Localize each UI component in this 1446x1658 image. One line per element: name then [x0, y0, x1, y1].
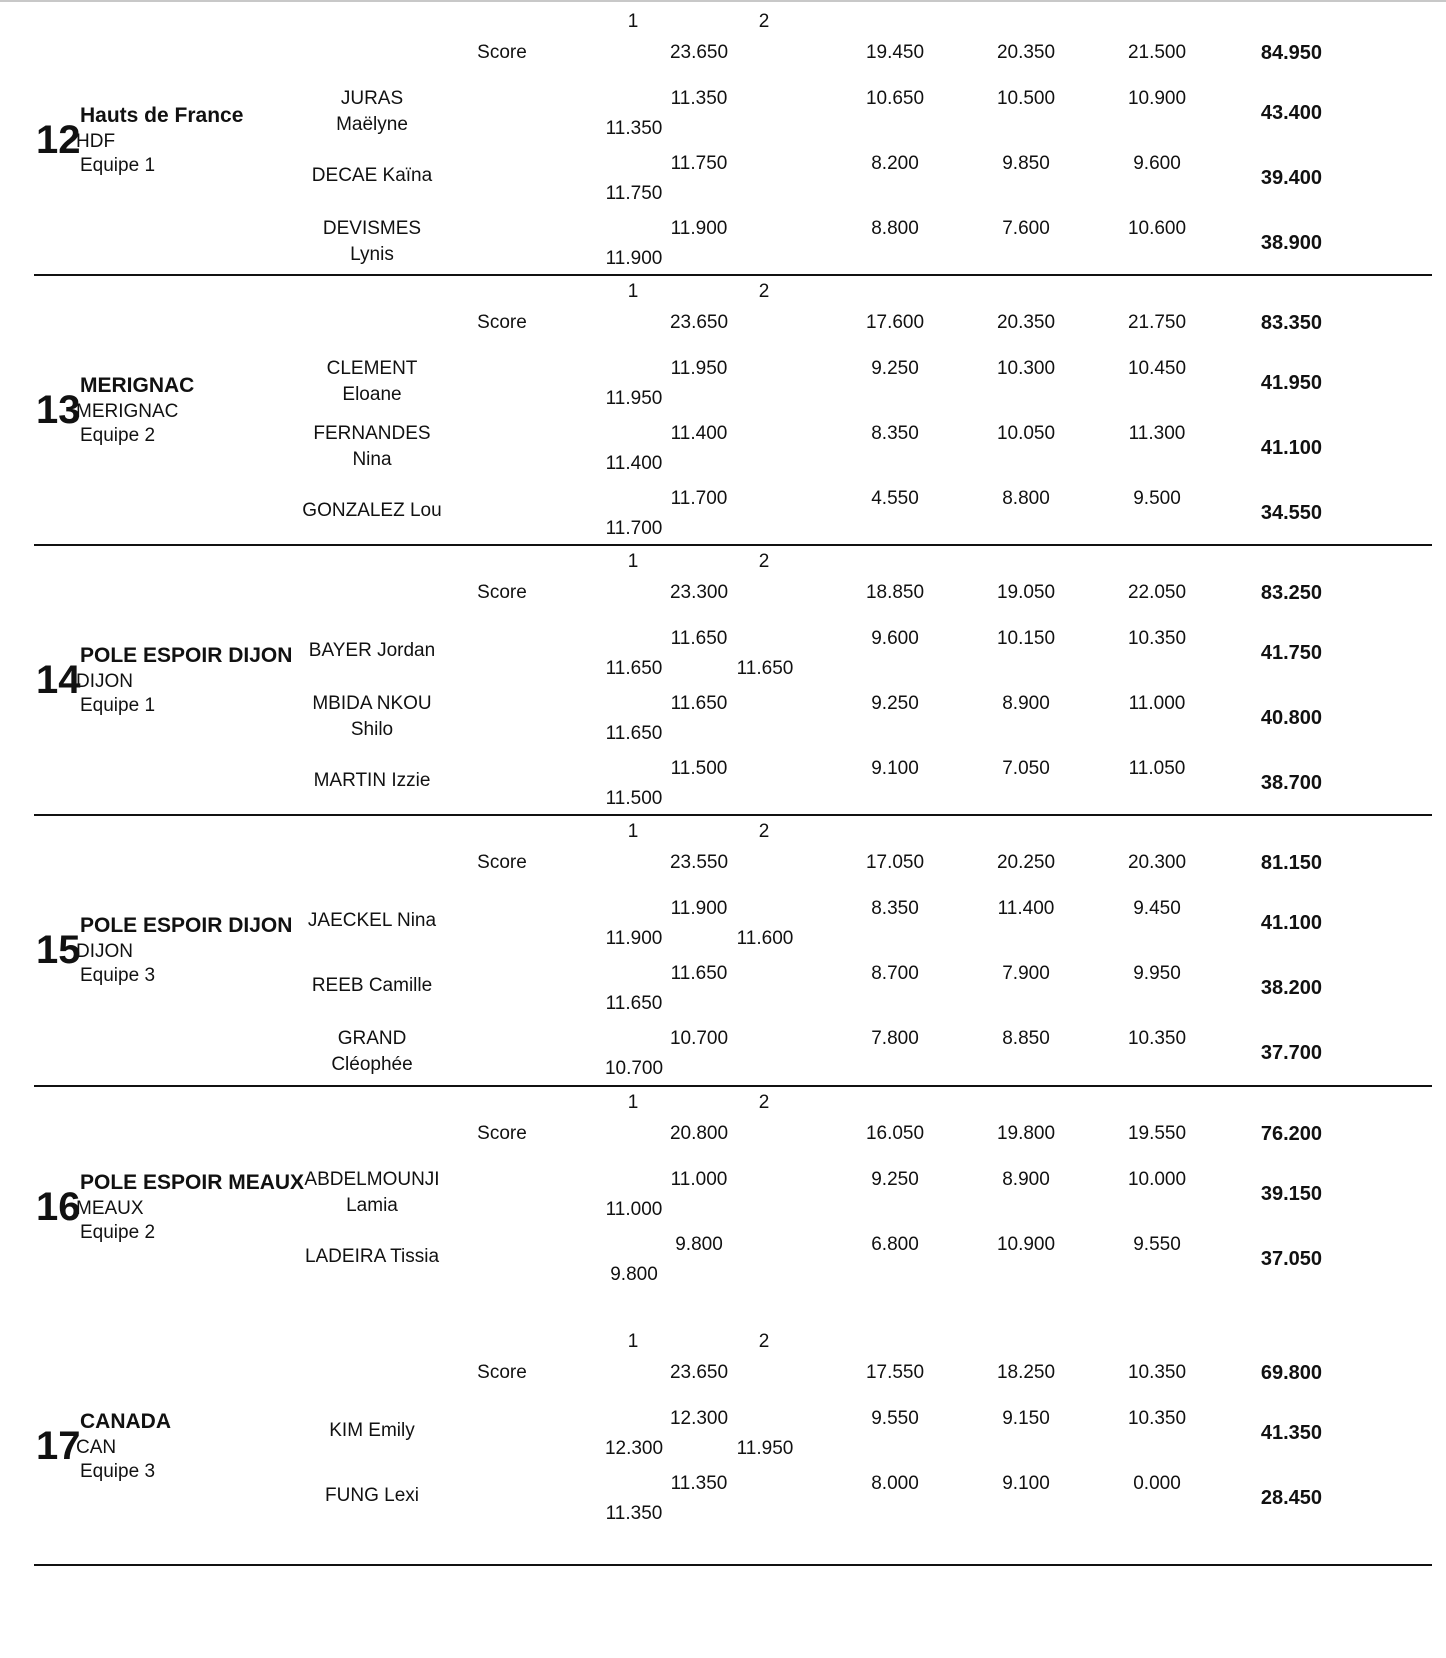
team-name: CANADA	[80, 1410, 171, 1433]
team-e4-score: 10.350	[1127, 1362, 1187, 1383]
gymnast-vault-score: 11.750	[670, 153, 728, 174]
gymnast-e4-score: 10.450	[1127, 358, 1187, 379]
gymnast-name-line: GONZALEZ Lou	[302, 500, 442, 521]
gymnast-e4-score: 10.000	[1127, 1169, 1187, 1190]
gymnast-name-line: MARTIN Izzie	[313, 770, 431, 791]
team-e4-score: 21.500	[1127, 42, 1187, 63]
gymnast-e4-score: 10.900	[1127, 88, 1187, 109]
team-equipe: Equipe 1	[80, 695, 156, 716]
gymnast-name	[331, 1026, 412, 1078]
team-e3-score: 20.350	[996, 42, 1056, 63]
gymnast-vault-score: 11.400	[670, 423, 728, 444]
team-equipe: Equipe 3	[80, 1461, 156, 1482]
team-rank: 16	[36, 1185, 81, 1229]
team-name: POLE ESPOIR DIJON	[80, 914, 293, 937]
gymnast-e3-score: 10.900	[996, 1234, 1056, 1255]
gymnast-e4-score: 0.000	[1133, 1473, 1181, 1494]
gymnast-e3-score: 7.600	[1002, 218, 1050, 239]
team-vault-score: 23.650	[669, 312, 729, 333]
gymnast-name-line: JAECKEL Nina	[307, 910, 437, 931]
gymnast-e2-score: 8.700	[871, 963, 919, 984]
team-equipe: Equipe 2	[80, 425, 156, 446]
gymnast-vault-score: 11.700	[670, 488, 728, 509]
gymnast-vault-score: 11.900	[670, 898, 728, 919]
gymnast-name-line: GRAND	[337, 1028, 407, 1049]
gymnast-name	[325, 1483, 419, 1509]
gymnast-e4-score: 10.600	[1127, 218, 1187, 239]
score-label: Score	[477, 1362, 527, 1383]
team-rank: 14	[36, 658, 81, 702]
team-equipe: Equipe 2	[80, 1222, 156, 1243]
vault-header-2: 2	[758, 821, 770, 842]
team-name: MERIGNAC	[80, 374, 195, 397]
vault-1-score: 11.350	[605, 1503, 663, 1524]
team-e3-score: 19.800	[996, 1123, 1056, 1144]
team-rank: 17	[36, 1424, 81, 1468]
score-label: Score	[477, 312, 527, 333]
gymnast-vault-score: 11.650	[670, 628, 728, 649]
gymnast-e2-score: 9.550	[871, 1408, 919, 1429]
gymnast-name-line: CLEMENT	[326, 358, 418, 379]
gymnast-total-score: 39.400	[1260, 167, 1322, 189]
vault-1-score: 11.700	[605, 518, 663, 539]
team-e2-score: 17.600	[865, 312, 925, 333]
gymnast-name	[312, 163, 432, 189]
gymnast-e4-score: 11.050	[1128, 758, 1186, 779]
team-rank: 12	[36, 118, 81, 162]
team-code: DIJON	[76, 941, 133, 962]
vault-2-score: 11.650	[736, 658, 794, 679]
gymnast-name	[313, 421, 430, 473]
vault-header-1: 1	[627, 11, 639, 32]
gymnast-e3-score: 10.150	[996, 628, 1056, 649]
gymnast-name	[305, 1244, 439, 1270]
gymnast-name	[327, 356, 418, 408]
gymnast-vault-score: 11.350	[670, 88, 728, 109]
gymnast-vault-score: 11.350	[670, 1473, 728, 1494]
team-name: POLE ESPOIR MEAUX	[80, 1171, 305, 1194]
team-vault-score: 20.800	[669, 1123, 729, 1144]
team-e3-score: 18.250	[996, 1362, 1056, 1383]
gymnast-name-line: JURAS	[340, 88, 404, 109]
gymnast-total-score: 41.350	[1260, 1422, 1322, 1444]
gymnast-e4-score: 9.950	[1133, 963, 1181, 984]
team-vault-score: 23.550	[669, 852, 729, 873]
gymnast-name-line: Eloane	[342, 384, 402, 405]
vault-1-score: 11.000	[605, 1199, 663, 1220]
team-total-score: 81.150	[1260, 852, 1322, 874]
gymnast-e4-score: 10.350	[1127, 1028, 1187, 1049]
gymnast-e3-score: 11.400	[997, 898, 1055, 919]
gymnast-name-line: ABDELMOUNJI	[304, 1169, 440, 1190]
team-code: MEAUX	[76, 1198, 144, 1219]
score-label: Score	[477, 582, 527, 603]
gymnast-name-line: LADEIRA Tissia	[304, 1246, 440, 1267]
gymnast-name-line: DEVISMES	[322, 218, 422, 239]
vault-header-2: 2	[758, 281, 770, 302]
gymnast-vault-score: 11.650	[670, 963, 728, 984]
gymnast-name-line: REEB Camille	[311, 975, 433, 996]
gymnast-name-line: KIM Emily	[329, 1420, 415, 1441]
gymnast-name-line: FERNANDES	[313, 423, 431, 444]
vault-1-score: 11.750	[605, 183, 663, 204]
gymnast-name	[302, 498, 441, 524]
gymnast-name	[312, 691, 431, 743]
gymnast-name	[308, 908, 436, 934]
gymnast-name	[309, 638, 435, 664]
gymnast-e3-score: 8.850	[1002, 1028, 1050, 1049]
score-label: Score	[477, 1123, 527, 1144]
gymnast-name-line: Cléophée	[331, 1054, 413, 1075]
gymnast-e3-score: 10.500	[996, 88, 1056, 109]
gymnast-e4-score: 10.350	[1127, 1408, 1187, 1429]
gymnast-e3-score: 8.900	[1002, 1169, 1050, 1190]
gymnast-vault-score: 11.950	[670, 358, 728, 379]
gymnast-total-score: 41.750	[1260, 642, 1322, 664]
gymnast-total-score: 28.450	[1260, 1487, 1322, 1509]
team-equipe: Equipe 1	[80, 155, 156, 176]
vault-1-score: 11.350	[605, 118, 663, 139]
gymnast-name-line: Maëlyne	[336, 114, 408, 135]
gymnast-name-line: Shilo	[350, 719, 394, 740]
team-equipe: Equipe 3	[80, 965, 156, 986]
gymnast-name	[323, 216, 421, 268]
gymnast-e4-score: 9.500	[1133, 488, 1181, 509]
team-name: POLE ESPOIR DIJON	[80, 644, 293, 667]
gymnast-e3-score: 7.900	[1002, 963, 1050, 984]
gymnast-name	[312, 973, 432, 999]
team-rank: 15	[36, 928, 81, 972]
gymnast-name	[329, 1418, 415, 1444]
vault-1-score: 11.500	[605, 788, 663, 809]
score-label: Score	[477, 852, 527, 873]
team-code: CAN	[76, 1437, 117, 1458]
team-vault-score: 23.300	[669, 582, 729, 603]
gymnast-vault-score: 10.700	[669, 1028, 729, 1049]
gymnast-total-score: 37.050	[1260, 1248, 1322, 1270]
gymnast-e4-score: 10.350	[1127, 628, 1187, 649]
gymnast-e3-score: 8.900	[1002, 693, 1050, 714]
gymnast-vault-score: 11.000	[670, 1169, 728, 1190]
team-e2-score: 19.450	[865, 42, 925, 63]
gymnast-e3-score: 10.050	[996, 423, 1056, 444]
team-e2-score: 18.850	[865, 582, 925, 603]
team-total-score: 83.250	[1260, 582, 1322, 604]
vault-1-score: 11.900	[605, 928, 663, 949]
team-vault-score: 23.650	[669, 1362, 729, 1383]
gymnast-e2-score: 8.350	[871, 423, 919, 444]
gymnast-e2-score: 8.350	[871, 898, 919, 919]
team-vault-score: 23.650	[669, 42, 729, 63]
gymnast-name-line: DECAE Kaïna	[311, 165, 433, 186]
gymnast-e2-score: 10.650	[865, 88, 925, 109]
vault-header-1: 1	[627, 551, 639, 572]
team-separator	[34, 274, 1432, 276]
gymnast-vault-score: 9.800	[675, 1234, 723, 1255]
gymnast-name	[336, 86, 408, 138]
team-e3-score: 19.050	[996, 582, 1056, 603]
gymnast-name-line: Nina	[352, 449, 392, 470]
team-e4-score: 21.750	[1127, 312, 1187, 333]
top-rule	[0, 0, 1446, 2]
team-total-score: 84.950	[1260, 42, 1322, 64]
team-e3-score: 20.350	[996, 312, 1056, 333]
team-e2-score: 16.050	[865, 1123, 925, 1144]
team-total-score: 76.200	[1260, 1123, 1322, 1145]
vault-1-score: 11.650	[605, 993, 663, 1014]
gymnast-total-score: 43.400	[1260, 102, 1322, 124]
gymnast-e2-score: 9.100	[871, 758, 919, 779]
score-label: Score	[477, 42, 527, 63]
vault-header-2: 2	[758, 551, 770, 572]
vault-1-score: 11.650	[605, 723, 663, 744]
gymnast-e4-score: 9.550	[1133, 1234, 1181, 1255]
gymnast-vault-score: 12.300	[669, 1408, 729, 1429]
team-e4-score: 22.050	[1127, 582, 1187, 603]
team-separator	[34, 544, 1432, 546]
gymnast-vault-score: 11.900	[670, 218, 728, 239]
vault-2-score: 11.600	[736, 928, 794, 949]
gymnast-e2-score: 9.600	[871, 628, 919, 649]
vault-1-score: 10.700	[604, 1058, 664, 1079]
team-total-score: 83.350	[1260, 312, 1322, 334]
gymnast-total-score: 39.150	[1260, 1183, 1322, 1205]
team-e2-score: 17.550	[865, 1362, 925, 1383]
gymnast-e2-score: 6.800	[871, 1234, 919, 1255]
vault-1-score: 11.650	[605, 658, 663, 679]
gymnast-e2-score: 7.800	[871, 1028, 919, 1049]
gymnast-e2-score: 9.250	[871, 693, 919, 714]
team-separator	[34, 1085, 1432, 1087]
gymnast-name-line: BAYER Jordan	[308, 640, 436, 661]
gymnast-name-line: MBIDA NKOU	[312, 693, 432, 714]
gymnast-e3-score: 10.300	[996, 358, 1056, 379]
gymnast-e2-score: 8.800	[871, 218, 919, 239]
gymnast-total-score: 38.900	[1260, 232, 1322, 254]
vault-1-score: 9.800	[610, 1264, 658, 1285]
team-separator	[34, 1564, 1432, 1566]
team-separator	[34, 814, 1432, 816]
gymnast-name	[314, 768, 431, 794]
gymnast-name-line: Lamia	[346, 1195, 398, 1216]
gymnast-vault-score: 11.650	[670, 693, 728, 714]
gymnast-e3-score: 9.150	[1002, 1408, 1050, 1429]
gymnast-e4-score: 11.300	[1128, 423, 1186, 444]
gymnast-e4-score: 9.450	[1133, 898, 1181, 919]
vault-header-2: 2	[758, 1092, 770, 1113]
gymnast-e3-score: 7.050	[1002, 758, 1050, 779]
team-rank: 13	[36, 388, 81, 432]
vault-header-1: 1	[627, 821, 639, 842]
vault-2-score: 11.950	[736, 1438, 794, 1459]
gymnast-name-line: Lynis	[350, 244, 394, 265]
gymnast-total-score: 37.700	[1260, 1042, 1322, 1064]
gymnast-total-score: 40.800	[1260, 707, 1322, 729]
vault-1-score: 11.900	[605, 248, 663, 269]
gymnast-e2-score: 9.250	[871, 1169, 919, 1190]
vault-header-1: 1	[627, 281, 639, 302]
vault-1-score: 11.400	[605, 453, 663, 474]
gymnast-vault-score: 11.500	[670, 758, 728, 779]
team-total-score: 69.800	[1260, 1362, 1322, 1384]
gymnast-e2-score: 8.200	[871, 153, 919, 174]
team-e4-score: 20.300	[1127, 852, 1187, 873]
vault-header-2: 2	[758, 11, 770, 32]
gymnast-total-score: 41.100	[1260, 912, 1322, 934]
gymnast-e4-score: 9.600	[1133, 153, 1181, 174]
team-e3-score: 20.250	[996, 852, 1056, 873]
gymnast-total-score: 41.950	[1260, 372, 1322, 394]
vault-1-score: 11.950	[605, 388, 663, 409]
gymnast-e3-score: 8.800	[1002, 488, 1050, 509]
gymnast-e3-score: 9.850	[1002, 153, 1050, 174]
vault-header-1: 1	[627, 1092, 639, 1113]
gymnast-e2-score: 9.250	[871, 358, 919, 379]
gymnast-name-line: FUNG Lexi	[325, 1485, 419, 1506]
vault-header-2: 2	[758, 1331, 770, 1352]
gymnast-total-score: 38.700	[1260, 772, 1322, 794]
team-name: Hauts de France	[80, 104, 244, 127]
team-code: HDF	[76, 131, 116, 152]
vault-1-score: 12.300	[604, 1438, 664, 1459]
gymnast-total-score: 38.200	[1260, 977, 1322, 999]
gymnast-total-score: 34.550	[1260, 502, 1322, 524]
gymnast-e3-score: 9.100	[1002, 1473, 1050, 1494]
gymnast-total-score: 41.100	[1260, 437, 1322, 459]
vault-header-1: 1	[627, 1331, 639, 1352]
gymnast-name	[304, 1167, 439, 1219]
team-code: DIJON	[76, 671, 133, 692]
gymnast-e2-score: 4.550	[871, 488, 919, 509]
team-code: MERIGNAC	[76, 401, 179, 422]
team-e4-score: 19.550	[1127, 1123, 1187, 1144]
team-e2-score: 17.050	[865, 852, 925, 873]
gymnast-e2-score: 8.000	[871, 1473, 919, 1494]
gymnast-e4-score: 11.000	[1128, 693, 1186, 714]
